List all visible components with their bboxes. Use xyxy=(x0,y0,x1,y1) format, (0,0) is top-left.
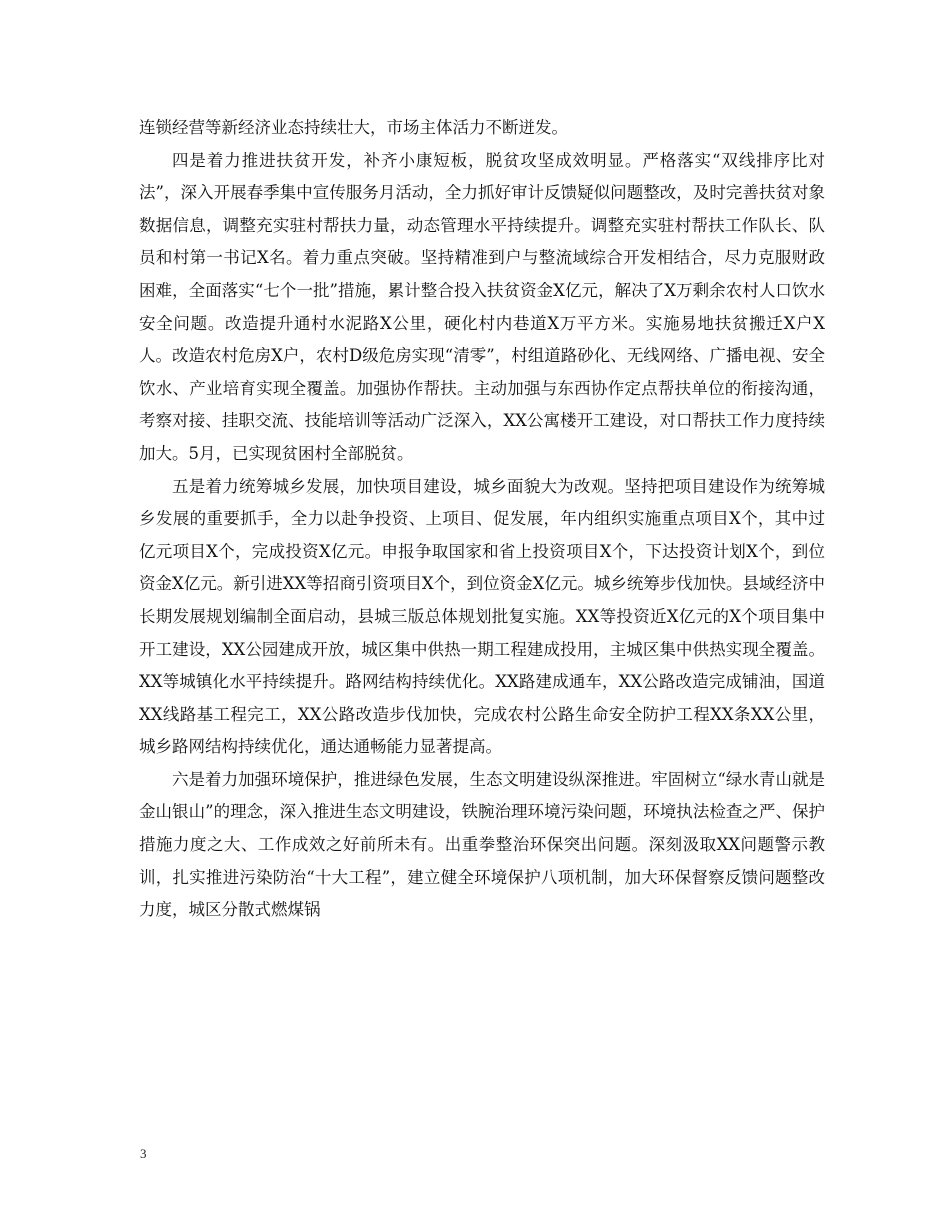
paragraph-environmental-protection: 六是着力加强环境保护，推进绿色发展，生态文明建设纵深推进。牢固树立“绿水青山就是金山银山”的理念，深入推进生态文明建设，铁腕治理环境污染问题，环境执法检查之严、保护措施力度之大、工作成效之好前所未有。出重拳整治环保突出问题。深刻汲取XX问题警示教训，扎实推进污染防治“十大工程”，建立健全环境保护八项机制，加大环保督察反馈问题整改力度，城区分散式燃煤锅 xyxy=(139,769,825,920)
paragraph-urban-rural-development: 五是着力统筹城乡发展，加快项目建设，城乡面貌大为改观。坚持把项目建设作为统筹城乡发展的重要抓手，全力以赴争投资、上项目、促发展，年内组织实施重点项目X个，其中过亿元项目X个，完成投资X亿元。申报争取国家和省上投资项目X个，下达投资计划X个，到位资金X亿元。新引进XX等招商引资项目X个，到位资金X亿元。城乡统筹步伐加快。县域经济中长期发展规划编制全面启动，县城三版总体规划批复实施。XX等投资近X亿元的X个项目集中开工建设，XX公园建成开放，城区集中供热一期工程建成投用，主城区集中供热实现全覆盖。XX等城镇化水平持续提升。路网结构持续优化。XX路建成通车，XX公路改造完成铺油，国道XX线路基工程完工，XX公路改造步伐加快，完成农村公路生命安全防护工程XX条XX公里，城乡路网结构持续优化，通达通畅能力显著提高。 xyxy=(139,476,825,757)
paragraph-continuation: 连锁经营等新经济业态持续壮大，市场主体活力不断迸发。 xyxy=(139,118,568,137)
page-number: 3 xyxy=(140,1146,147,1161)
document-body xyxy=(139,112,825,927)
paragraph-poverty-alleviation: 四是着力推进扶贫开发，补齐小康短板，脱贫攻坚成效明显。严格落实“双线排序比对法”，深入开展春季集中宣传服务月活动，全力抓好审计反馈疑似问题整改，及时完善扶贫对象数据信息，调整充实驻村帮扶力量，动态管理水平持续提升。调整充实驻村帮扶工作队长、队员和村第一书记X名。着力重点突破。坚持精准到户与整流域综合开发相结合，尽力克服财政困难，全面落实“七个一批”措施，累计整合投入扶贫资金X亿元，解决了X万剩余农村人口饮水安全问题。改造提升通村水泥路X公里，硬化村内巷道X万平方米。实施易地扶贫搬迁X户X人。改造农村危房X户，农村D级危房实现“清零”，村组道路砂化、无线网络、广播电视、安全饮水、产业培育实现全覆盖。加强协作帮扶。主动加强与东西协作定点帮扶单位的衔接沟通，考察对接、挂职交流、技能培训等活动广泛深入，XX公寓楼开工建设，对口帮扶工作力度持续加大。5月，已实现贫困村全部脱贫。 xyxy=(139,150,825,463)
